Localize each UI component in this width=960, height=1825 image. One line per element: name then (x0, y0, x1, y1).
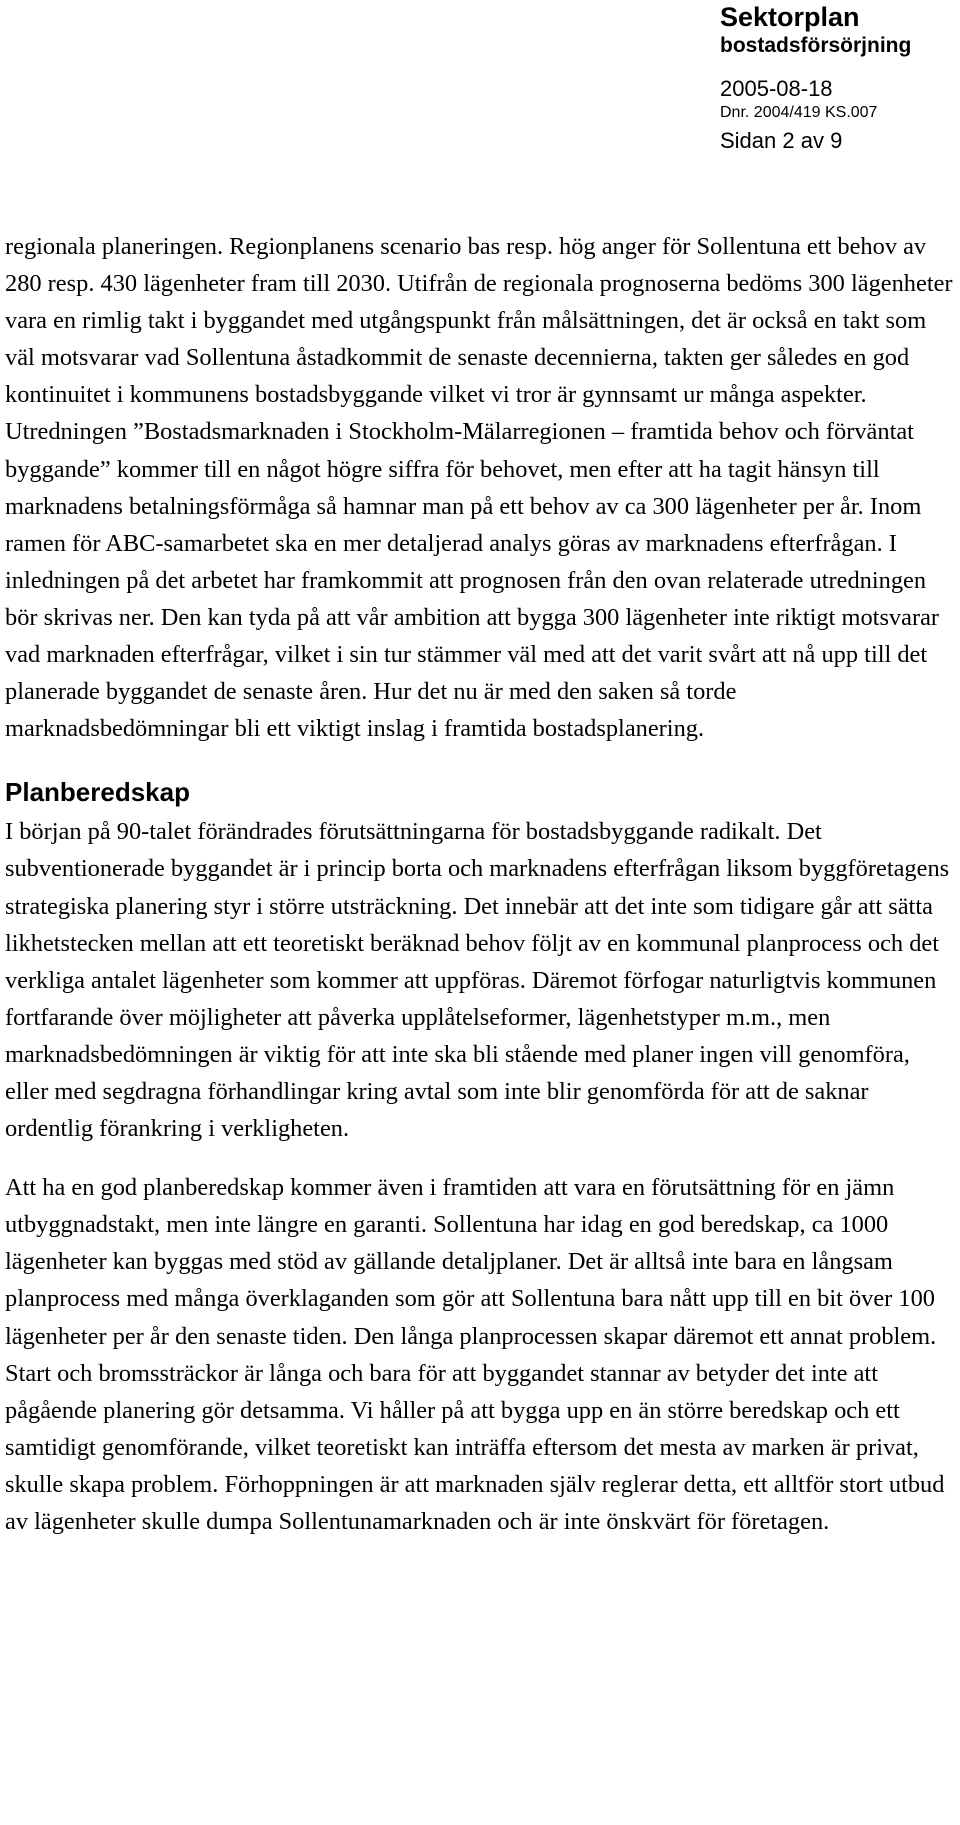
page-number: Sidan 2 av 9 (720, 128, 843, 153)
document-subtitle: bostadsförsörjning (720, 34, 912, 57)
section-heading-planberedskap: Planberedskap (5, 777, 190, 808)
document-date: 2005-08-18 (720, 76, 833, 101)
body-paragraph-1: regionala planeringen. Regionplanens scenario bas resp. hög anger för Sollentuna ett behov av 280 resp. 430 lägenheter fram till 2030. Utifrån de regionala prognoserna bedöms 300 lägenheter vara en rimlig takt i byggandet med utgångspunkt från målsättningen, det är också en takt som väl motsvarar vad Sollentuna åstadkommit de senaste decennierna, takten ger således en god kontinuitet i kommunens bostadsbyggande vilket vi tror är gynnsamt ur många aspekter. Utredningen ”Bostadsmarknaden i Stockholm-Mälarregionen – framtida behov och förväntat byggande” kommer till en något högre siffra för behovet, men efter att ha tagit hänsyn till marknadens betalningsförmåga så hamnar man på ett behov av ca 300 lägenheter per år. Inom ramen för ABC-samarbetet ska en mer detaljerad analys göras av marknadens efterfrågan. I inledningen på det arbetet har framkommit att prognosen från den ovan relaterade utredningen bör skrivas ner. Den kan tyda på att vår ambition att bygga 300 lägenheter inte riktigt motsvarar vad marknaden efterfrågar, vilket i sin tur stämmer väl med att det varit svårt att nå upp till det planerade byggandet de senaste åren. Hur det nu är med den saken så torde marknadsbedömningar bli ett viktigt inslag i framtida bostadsplanering. (5, 233, 953, 743)
document-header (720, 2, 956, 156)
body-paragraph-2: I början på 90-talet förändrades förutsättningarna för bostadsbyggande radikalt. Det subventionerade byggandet är i princip borta och marknadens efterfrågan liksom byggföretagens strategiska planering styr i större utsträckning. Det innebär att det inte som tidigare går att sätta likhetstecken mellan att ett teoretiskt beräknad behov följt av en kommunal planprocess och det verkliga antalet lägenheter som kommer att uppföras. Däremot förfogar naturligtvis kommunen fortfarande över möjligheter att påverka upplåtelseformer, lägenhetstyper m.m., men marknadsbedömningen är viktig för att inte ska bli stående med planer ingen vill genomföra, eller med segdragna förhandlingar kring avtal som inte blir genomförda för att de saknar ordentlig förankring i verkligheten. (5, 818, 950, 1143)
document-body (5, 228, 953, 1540)
document-reference-number: Dnr. 2004/419 KS.007 (720, 104, 878, 121)
body-paragraph-3: Att ha en god planberedskap kommer även i framtiden att vara en förutsättning för en jämn utbyggnadstakt, men inte längre en garanti. Sollentuna har idag en god beredskap, ca 1000 lägenheter kan byggas med stöd av gällande detaljplaner. Det är alltså inte bara en långsam planprocess med många överklaganden som gör att Sollentuna bara nått upp till en bit över 100 lägenheter per år den senaste tiden. Den långa planprocessen skapar däremot ett annat problem. Start och bromssträckor är långa och bara för att byggandet stannar av betyder det inte att pågående planering gör detsamma. Vi håller på att bygga upp en än större beredskap och ett samtidigt genomförande, vilket teoretiskt kan inträffa eftersom det mesta av marken är privat, skulle skapa problem. Förhoppningen är att marknaden själv reglerar detta, ett alltför stort utbud av lägenheter skulle dumpa Sollentunamarknaden och är inte önskvärt för företagen. (5, 1174, 945, 1535)
document-title: Sektorplan (720, 2, 860, 32)
